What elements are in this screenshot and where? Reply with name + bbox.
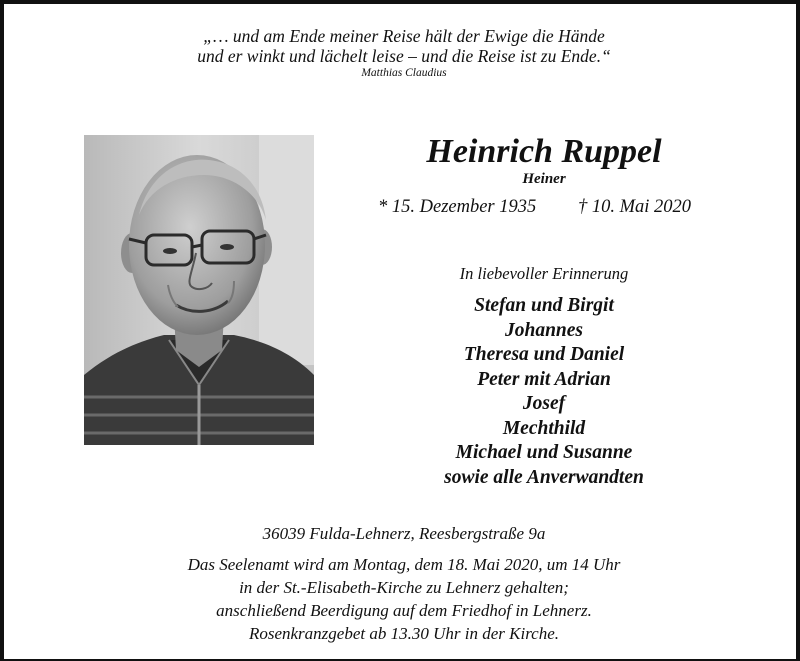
service-line: in der St.-Elisabeth-Kirche zu Lehnerz gehalten; [239, 578, 569, 597]
mourner-entry: Johannes [504, 319, 584, 341]
service-line: Rosenkranzgebet ab 13.30 Uhr in der Kirche. [248, 624, 560, 643]
quote-line-2: und er winkt und lächelt leise – und die Reise ist zu Ende.“ [197, 46, 611, 66]
mourner-entry: sowie alle Anverwandten [444, 466, 644, 488]
quote-author: Matthias Claudius [361, 67, 447, 79]
quote-line-1: „… und am Ende meiner Reise hält der Ewige die Hände [203, 26, 605, 46]
deceased-nickname: Heiner [522, 171, 566, 187]
portrait-photo [84, 135, 314, 445]
service-line: anschließend Beerdigung auf dem Friedhof in Lehnerz. [216, 601, 592, 620]
mourner-entry: Peter mit Adrian [477, 368, 611, 390]
mourner-entry: Mechthild [502, 417, 586, 439]
mourner-entry: Josef [522, 393, 566, 414]
service-info [4, 553, 800, 645]
birth-date: * 15. Dezember 1935 [378, 197, 537, 217]
mourner-entry: Stefan und Birgit [474, 295, 614, 316]
mourner-entry: Michael und Susanne [455, 442, 633, 463]
mourners-list [384, 294, 704, 490]
death-date: † 10. Mai 2020 [578, 197, 692, 217]
life-dates [378, 197, 692, 218]
mourner-entry: Theresa und Daniel [463, 344, 625, 365]
service-line: Das Seelenamt wird am Montag, dem 18. Mai 2020, um 14 Uhr [187, 555, 621, 574]
deceased-name: Heinrich Ruppel [426, 133, 662, 170]
quote-block [4, 26, 800, 80]
address: 36039 Fulda-Lehnerz, Reesbergstraße 9a [262, 524, 546, 543]
memory-heading: In liebevoller Erinnerung [459, 264, 629, 283]
portrait-illustration [84, 135, 314, 445]
